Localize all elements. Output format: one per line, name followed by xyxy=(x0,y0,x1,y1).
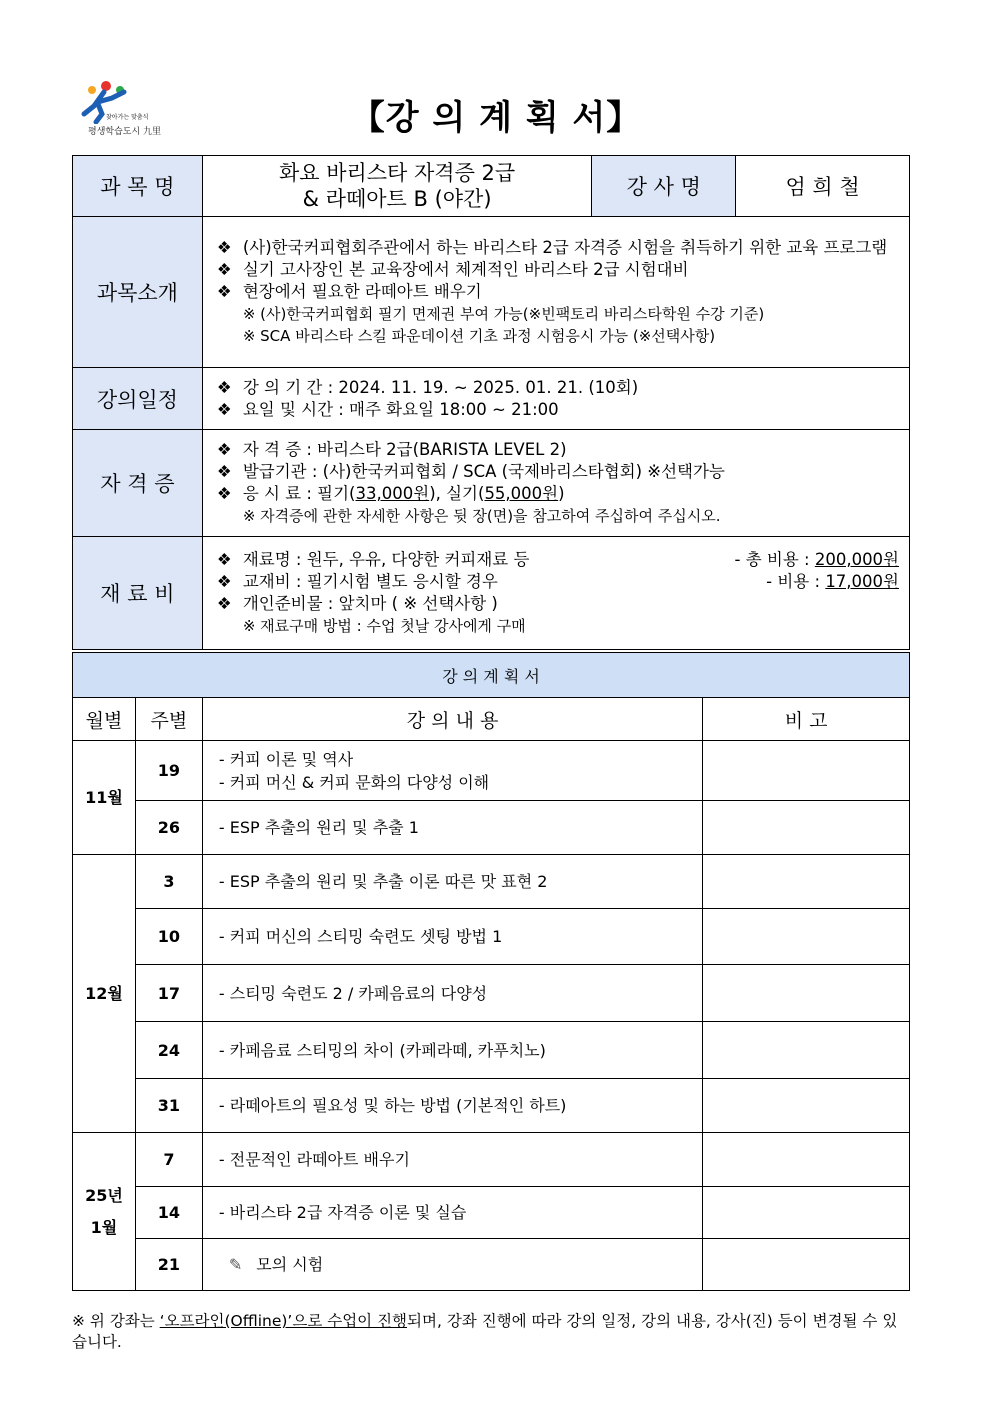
intro-item: ❖ (사)한국커피협회주관에서 하는 바리스타 2급 자격증 시험을 취득하기 위한 교육 프로그램 xyxy=(216,238,888,257)
diamond-bullet-icon: ❖ xyxy=(216,399,232,419)
subject-line1: 화요 바리스타 자격증 2급 xyxy=(278,161,516,185)
header-content: 강 의 내 용 xyxy=(202,698,702,741)
footer-notice: ※ 위 강좌는 ‘오프라인(Offline)’으로 수업이 진행되며, 강좌 진행에 따라 강의 일정, 강의 내용, 강사(진) 등이 변경될 수 있습니다. xyxy=(72,1312,898,1351)
material-note: ※ 재료구매 방법 : 수업 첫날 강사에게 구매 xyxy=(242,617,526,635)
diamond-bullet-icon: ❖ xyxy=(216,377,232,397)
remark-cell xyxy=(703,1239,910,1291)
table-row xyxy=(73,741,910,801)
remark-cell xyxy=(703,855,910,909)
content-cell: ✎ 모의 시험 xyxy=(202,1239,702,1291)
remark-cell xyxy=(703,1187,910,1239)
cert-item: ❖ 발급기관 : (사)한국커피협회 / SCA (국제바리스타협회) ※선택가능 xyxy=(216,462,725,481)
material-item: ❖ 개인준비물 : 앞치마 ( ※ 선택사항 ) xyxy=(216,594,498,613)
content-cell: - 라떼아트의 필요성 및 하는 방법 (기본적인 하트) xyxy=(202,1079,702,1133)
subject-line2: & 라떼아트 B (야간) xyxy=(302,187,492,211)
content-cell: - ESP 추출의 원리 및 추출 1 xyxy=(202,801,702,855)
header-week: 주별 xyxy=(135,698,202,741)
total-cost: 200,000원 xyxy=(814,550,899,569)
month-dec: 12월 xyxy=(73,855,136,1133)
cert-item: ❖ 자 격 증 : 바리스타 2급(BARISTA LEVEL 2) xyxy=(216,440,567,459)
cert-label: 자 격 증 xyxy=(73,430,203,537)
material-item: ❖ 교재비 : 필기시험 별도 응시할 경우 - 비용 : 17,000원 xyxy=(216,572,899,591)
subject-label: 과 목 명 xyxy=(73,156,203,217)
cert-content xyxy=(202,430,909,537)
table-row xyxy=(73,855,910,909)
table-row xyxy=(73,909,910,965)
material-content xyxy=(202,537,909,650)
remark-cell xyxy=(703,965,910,1022)
remark-cell xyxy=(703,909,910,965)
diamond-bullet-icon: ❖ xyxy=(216,260,232,279)
content-cell: - ESP 추출의 원리 및 추출 이론 따른 맛 표현 2 xyxy=(202,855,702,909)
table-row xyxy=(73,1079,910,1133)
week-cell: 10 xyxy=(135,909,202,965)
material-label: 재 료 비 xyxy=(73,537,203,650)
practical-fee: 55,000원 xyxy=(484,484,559,503)
pencil-icon: ✎ xyxy=(228,1255,243,1274)
diamond-bullet-icon: ❖ xyxy=(216,462,232,481)
table-row xyxy=(73,801,910,855)
table-row xyxy=(73,1187,910,1239)
instructor-name: 엄 희 철 xyxy=(736,156,910,217)
course-info-table xyxy=(72,155,910,650)
week-cell: 31 xyxy=(135,1079,202,1133)
intro-item: ❖ 실기 고사장인 본 교육장에서 체계적인 바리스타 2급 시험대비 xyxy=(216,260,689,279)
table-row xyxy=(73,965,910,1022)
diamond-bullet-icon: ❖ xyxy=(216,572,232,591)
month-nov: 11월 xyxy=(73,741,136,855)
header-remark: 비 고 xyxy=(703,698,910,741)
cert-fee-item: ❖ 응 시 료 : 필기(33,000원), 실기(55,000원) xyxy=(216,484,565,503)
lecture-plan-table xyxy=(72,652,910,1291)
diamond-bullet-icon: ❖ xyxy=(216,594,232,613)
remark-cell xyxy=(703,1022,910,1079)
intro-content xyxy=(202,217,909,368)
header-month: 월별 xyxy=(73,698,136,741)
table-row xyxy=(73,1239,910,1291)
week-cell: 19 xyxy=(135,741,202,801)
week-cell: 3 xyxy=(135,855,202,909)
schedule-content xyxy=(202,368,909,430)
logo-name: 평생학습도시 九里 xyxy=(88,127,162,137)
table-row xyxy=(73,1133,910,1187)
remark-cell xyxy=(703,1133,910,1187)
diamond-bullet-icon: ❖ xyxy=(216,484,232,503)
textbook-cost: 17,000원 xyxy=(825,572,899,591)
remark-cell xyxy=(703,801,910,855)
content-cell: - 스티밍 숙련도 2 / 카페음료의 다양성 xyxy=(202,965,702,1022)
cert-note: ※ 자격증에 관한 자세한 사항은 뒷 장(면)을 참고하여 주십하여 주십시오. xyxy=(242,507,721,525)
week-cell: 7 xyxy=(135,1133,202,1187)
instructor-label: 강 사 명 xyxy=(592,156,736,217)
month-jan: 25년 1월 xyxy=(73,1133,136,1291)
schedule-item: ❖ 요일 및 시간 : 매주 화요일 18:00 ~ 21:00 xyxy=(216,399,559,419)
schedule-item: ❖ 강 의 기 간 : 2024. 11. 19. ~ 2025. 01. 21. (10회) xyxy=(216,377,639,397)
logo-tagline: 찾아가는 맞춤식 xyxy=(106,114,149,121)
intro-note: ※ SCA 바리스타 스킬 파운데이션 기초 과정 시험응시 가능 (※선택사항) xyxy=(242,327,716,345)
intro-note: ※ (사)한국커피협회 필기 면제권 부여 가능(※빈팩토리 바리스타학원 수강 기준) xyxy=(242,305,765,323)
document-title: 【강 의 계 획 서】 xyxy=(350,98,642,138)
week-cell: 14 xyxy=(135,1187,202,1239)
intro-item: ❖ 현장에서 필요한 라떼아트 배우기 xyxy=(216,282,482,301)
content-cell: - 바리스타 2급 자격증 이론 및 실습 xyxy=(202,1187,702,1239)
week-cell: 21 xyxy=(135,1239,202,1291)
diamond-bullet-icon: ❖ xyxy=(216,550,232,569)
offline-notice: ‘오프라인(Offline)’으로 수업이 진행 xyxy=(159,1312,408,1330)
plan-band-title: 강 의 계 획 서 xyxy=(73,653,910,698)
content-cell: - 전문적인 라떼아트 배우기 xyxy=(202,1133,702,1187)
remark-cell xyxy=(703,1079,910,1133)
content-cell: - 커피 머신의 스티밍 숙련도 셋팅 방법 1 xyxy=(202,909,702,965)
diamond-bullet-icon: ❖ xyxy=(216,238,232,257)
content-cell: - 커피 이론 및 역사 - 커피 머신 & 커피 문화의 다양성 이해 xyxy=(202,741,702,801)
week-cell: 17 xyxy=(135,965,202,1022)
week-cell: 24 xyxy=(135,1022,202,1079)
intro-label: 과목소개 xyxy=(73,217,203,368)
remark-cell xyxy=(703,741,910,801)
schedule-label: 강의일정 xyxy=(73,368,203,430)
week-cell: 26 xyxy=(135,801,202,855)
written-fee: 33,000원 xyxy=(355,484,430,503)
diamond-bullet-icon: ❖ xyxy=(216,440,232,459)
content-cell: - 카페음료 스티밍의 차이 (카페라떼, 카푸치노) xyxy=(202,1022,702,1079)
subject-cell xyxy=(202,156,592,217)
table-row xyxy=(73,1022,910,1079)
material-item: ❖ 재료명 : 원두, 우유, 다양한 커피재료 등 - 총 비용 : 200,000원 xyxy=(216,550,899,569)
diamond-bullet-icon: ❖ xyxy=(216,282,232,301)
